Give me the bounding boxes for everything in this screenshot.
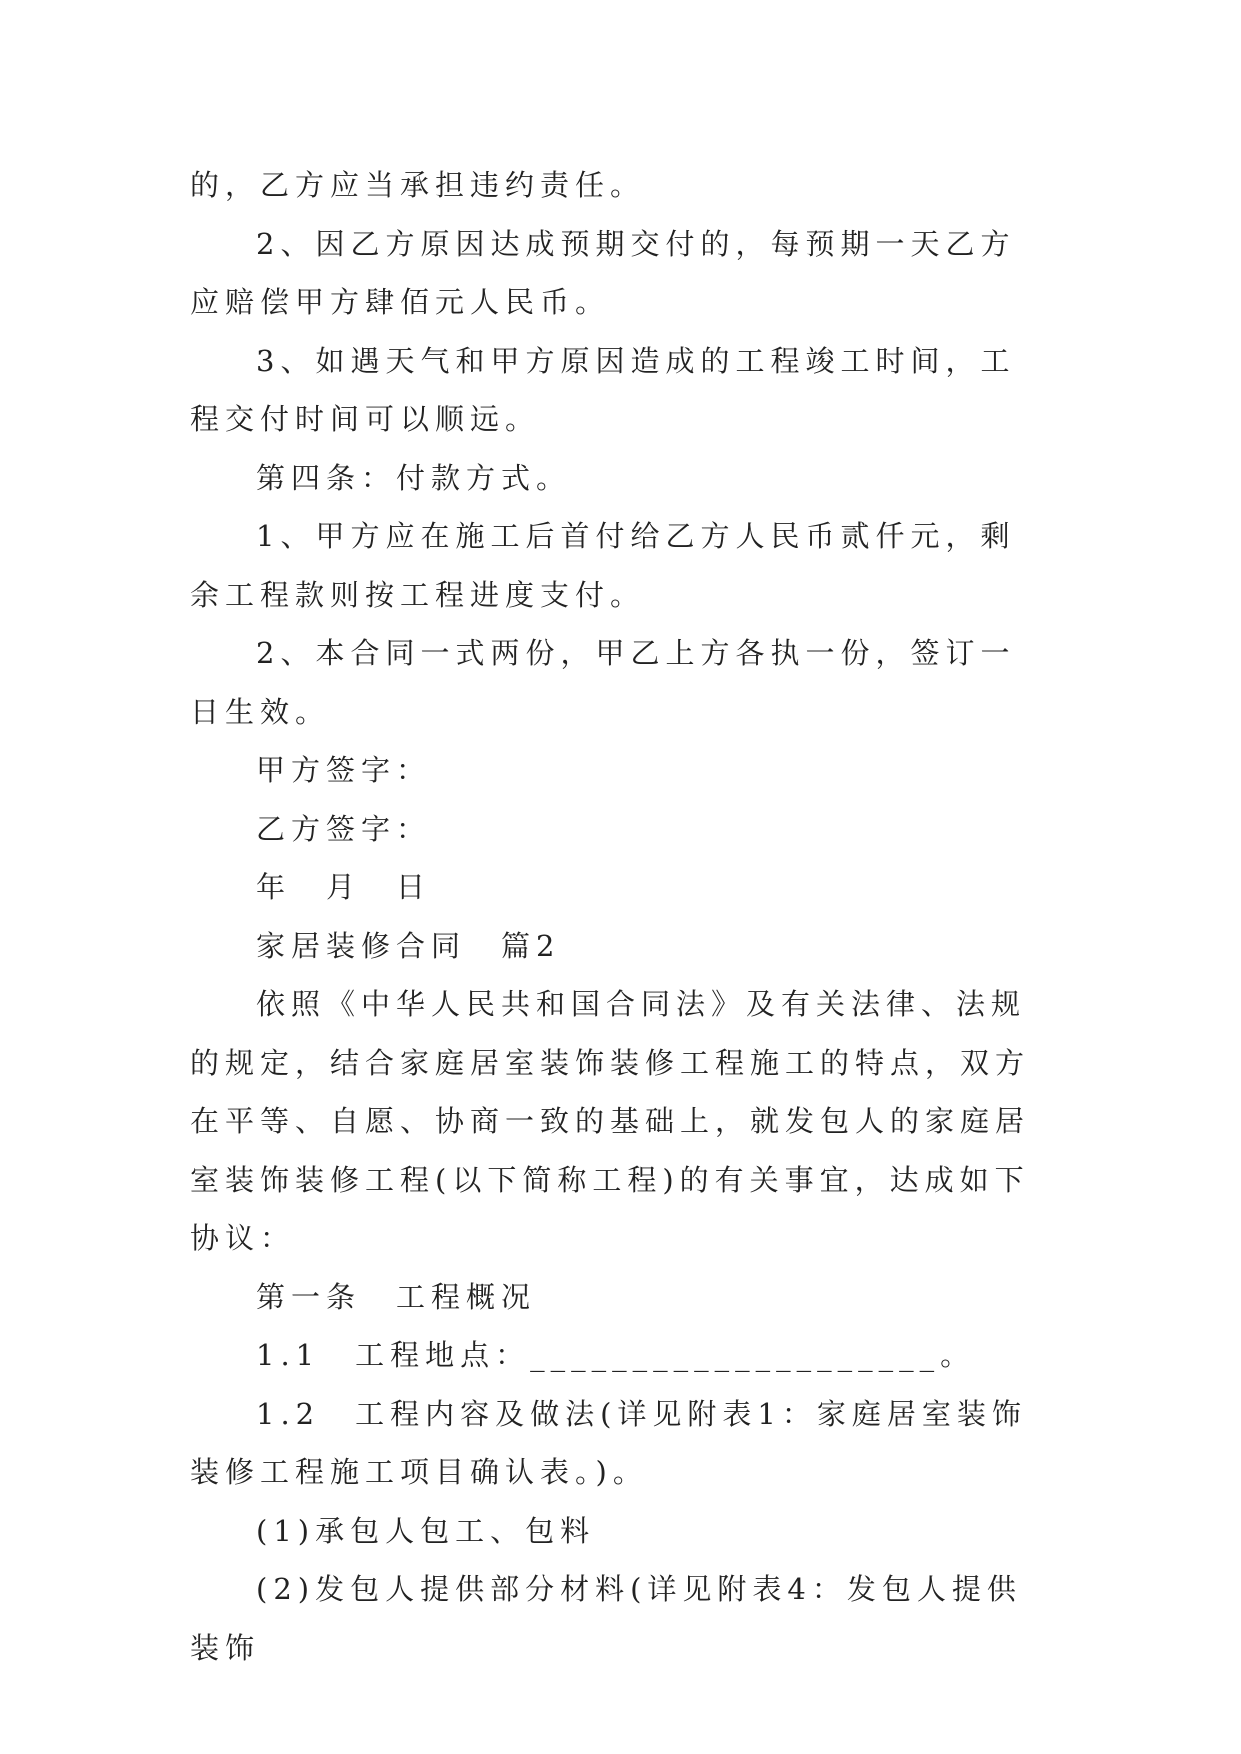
document-body [190, 156, 1050, 1677]
paragraph: 依照《中华人民共和国合同法》及有关法律、法规的规定，结合家庭居室装饰装修工程施工的特点，双方在平等、自愿、协商一致的基础上，就发包人的家庭居室装饰装修工程(以下简称工程)的有关事宜，达成如下协议： [190, 987, 1031, 1255]
paragraph: 2、本合同一式两份，甲乙上方各执一份，签订一日生效。 [190, 636, 1016, 729]
paragraph: 2、因乙方原因达成预期交付的，每预期一天乙方应赔偿甲方肆佰元人民币。 [190, 226, 1016, 319]
paragraph: 1、甲方应在施工后首付给乙方人民币贰仟元，剩余工程款则按工程进度支付。 [190, 519, 1016, 612]
paragraph: 1.2 工程内容及做法(详见附表1：家庭居室装饰装修工程施工项目确认表。)。 [190, 1396, 1027, 1489]
contract-title: 家居装修合同 篇2 [256, 928, 561, 963]
date-line: 年 月 日 [256, 870, 432, 904]
signature-line-party-b: 乙方签字： [256, 811, 432, 846]
paragraph: (2)发包人提供部分材料(详见附表4：发包人提供装饰 [190, 1572, 1022, 1665]
section-heading: 第一条 工程概况 [256, 1279, 537, 1314]
paragraph: 3、如遇天气和甲方原因造成的工程竣工时间，工程交付时间可以顺远。 [190, 343, 1016, 436]
paragraph: (1)承包人包工、包料 [256, 1513, 596, 1548]
paragraph: 1.1 工程地点：____________________。 [256, 1338, 976, 1372]
section-heading: 第四条：付款方式。 [256, 460, 572, 495]
signature-line-party-a: 甲方签字： [256, 753, 432, 787]
paragraph: 的，乙方应当承担违约责任。 [190, 168, 646, 202]
